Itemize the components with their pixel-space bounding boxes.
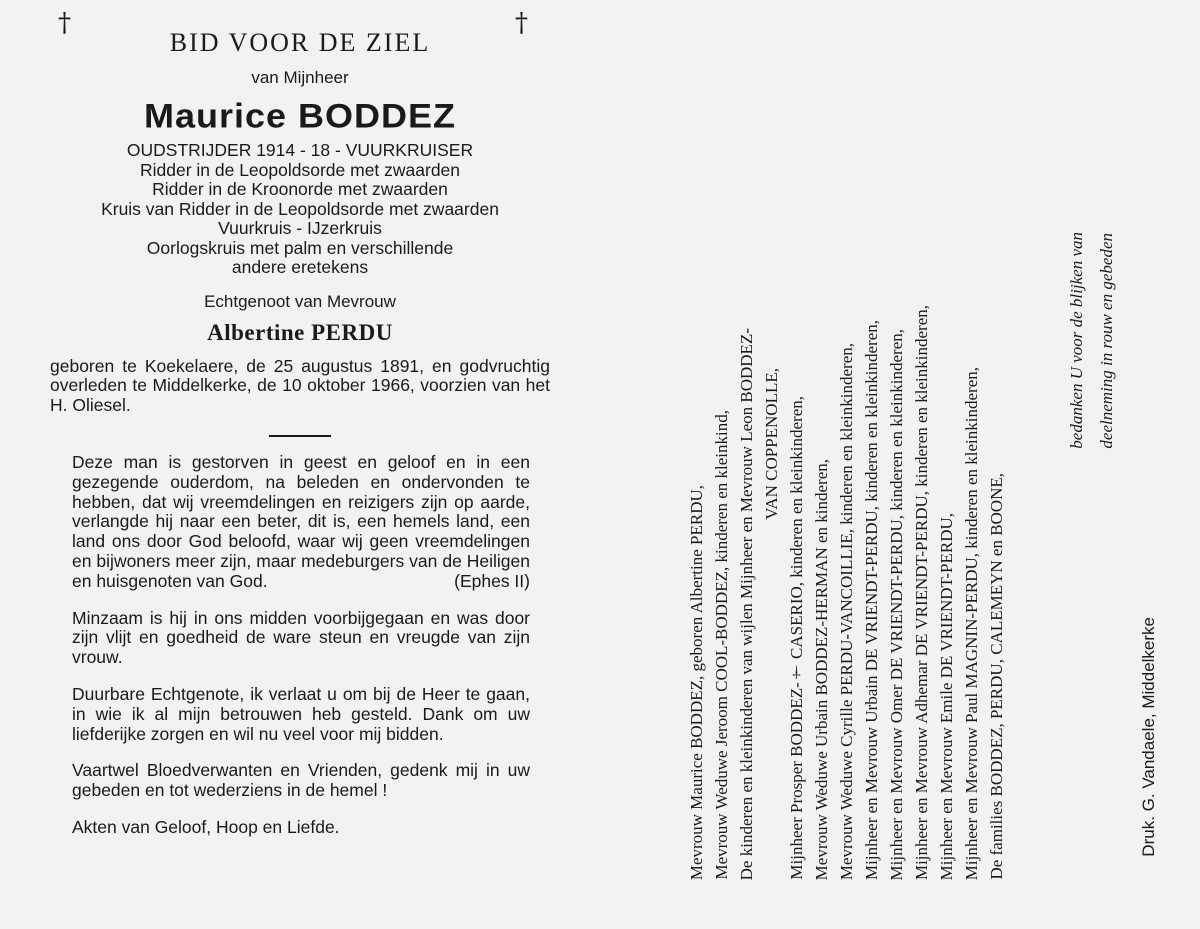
oudstrijder-line: OUDSTRIJDER 1914 - 18 - VUURKRUISER [126,140,474,160]
honour-line: andere eretekens [231,257,369,277]
paragraph-faith [72,453,530,592]
paragraph-akten: Akten van Geloof, Hoop en Liefde. [72,816,340,837]
honour-line: Kruis van Ridder in de Leopoldsorde met zwaarden [101,198,499,219]
cross-icon-right: † [515,8,528,38]
honour-line: Ridder in de Kroonorde met zwaarden [152,179,448,199]
paragraph-echtgenote: Duurbare Echtgenote, ik verlaat u om bij de Heer te gaan, in wie ik al mijn betrouwen heb gesteld. Dank om uw liefderijke zorgen en wil nu veel voor mij bidden. [72,683,530,744]
family-line: VAN COPPENOLLE, [762,368,781,520]
honours-block [50,141,550,278]
wife-name: Albertine PERDU [207,319,393,345]
left-column [50,25,550,838]
echtgenoot-line: Echtgenoot van Mevrouw [204,291,396,311]
cross-icon-left: † [58,8,71,38]
paragraph-minzaam: Minzaam is hij in ons midden voorbijgegaan en was door zijn vlijt en goedheid de ware steun en vreugde van zijn vrouw. [72,607,530,668]
honour-line: Oorlogskruis met palm en verschillende [146,237,454,258]
bible-reference: (Ephes II) [454,570,530,591]
thanks-line: deelneming in rouw en gebeden [1097,233,1116,449]
honour-line: Vuurkruis - IJzerkruis [218,218,382,238]
family-line: De families BODDEZ, PERDU, CALEMEYN en BOONE, [987,473,1006,880]
divider [269,435,331,437]
family-line: Mevrouw Weduwe Urbain BODDEZ-HERMAN en kinderen, [812,458,831,880]
family-line: Mijnheer en Mevrouw Emile DE VRIENDT-PERDU, [937,512,956,880]
family-line: Mevrouw Weduwe Jeroom COOL-BODDEZ, kinderen en kleinkind, [712,410,731,880]
family-line: Mijnheer Prosper BODDEZ-† CASERIO, kinderen en kleinkinderen, [787,396,806,880]
paragraph-text: Deze man is gestorven in geest en geloof en in een gezegende ouderdom, na beleden en ondervonden te hebben, dat wij vreemdelingen en reizigers zijn op aarde, verlangde hij naar een beter, dit is, een hemels land, een land ons door God beloofd, waar wij geen vreemdelingen en bijwoners meer zijn, maar medeburgers van de Heiligen en huisgenoten van God. [72,452,530,591]
family-line: Mijnheer en Mevrouw Adhemar DE VRIENDT-PERDU, kinderen en kleinkinderen, [912,304,931,880]
deceased-name: Maurice BODDEZ [143,96,457,135]
birth-death-text: geboren te Koekelaere, de 25 augustus 1891, en godvruchtig overleden te Middelkerke, de 10 oktober 1966, voorzien van het H. Oliesel. [50,355,550,415]
header-title: BID VOOR DE ZIEL [169,28,431,57]
paragraph-vaartwel: Vaartwel Bloedverwanten en Vrienden, gedenk mij in uw gebeden en tot wederziens in de hemel ! [72,760,530,801]
thanks-line: bedanken U voor de blijken van [1067,232,1086,449]
family-line: Mijnheer en Mevrouw Omer DE VRIENDT-PERDU, kinderen en kleinkinderen, [887,328,906,880]
printer-credit: Druk. G. Vandaele, Middelkerke [1139,617,1158,857]
family-line: Mijnheer en Mevrouw Paul MAGNIN-PERDU, kinderen en kleinkinderen, [962,366,981,880]
family-column [685,80,1006,880]
family-line: Mevrouw Maurice BODDEZ, geboren Albertine PERDU, [687,484,706,880]
family-line: Mevrouw Weduwe Cyrille PERDU-VANCOILLIE, kinderen en kleinkinderen, [837,342,856,880]
family-line: De kinderen en kleinkinderen van wijlen Mijnheer en Mevrouw Leon BODDEZ- [737,327,756,880]
family-line: Mijnheer en Mevrouw Urbain DE VRIENDT-PERDU, kinderen en kleinkinderen, [862,320,881,880]
van-mijnheer: van Mijnheer [251,68,349,87]
honour-line: Ridder in de Leopoldsorde met zwaarden [139,159,461,180]
